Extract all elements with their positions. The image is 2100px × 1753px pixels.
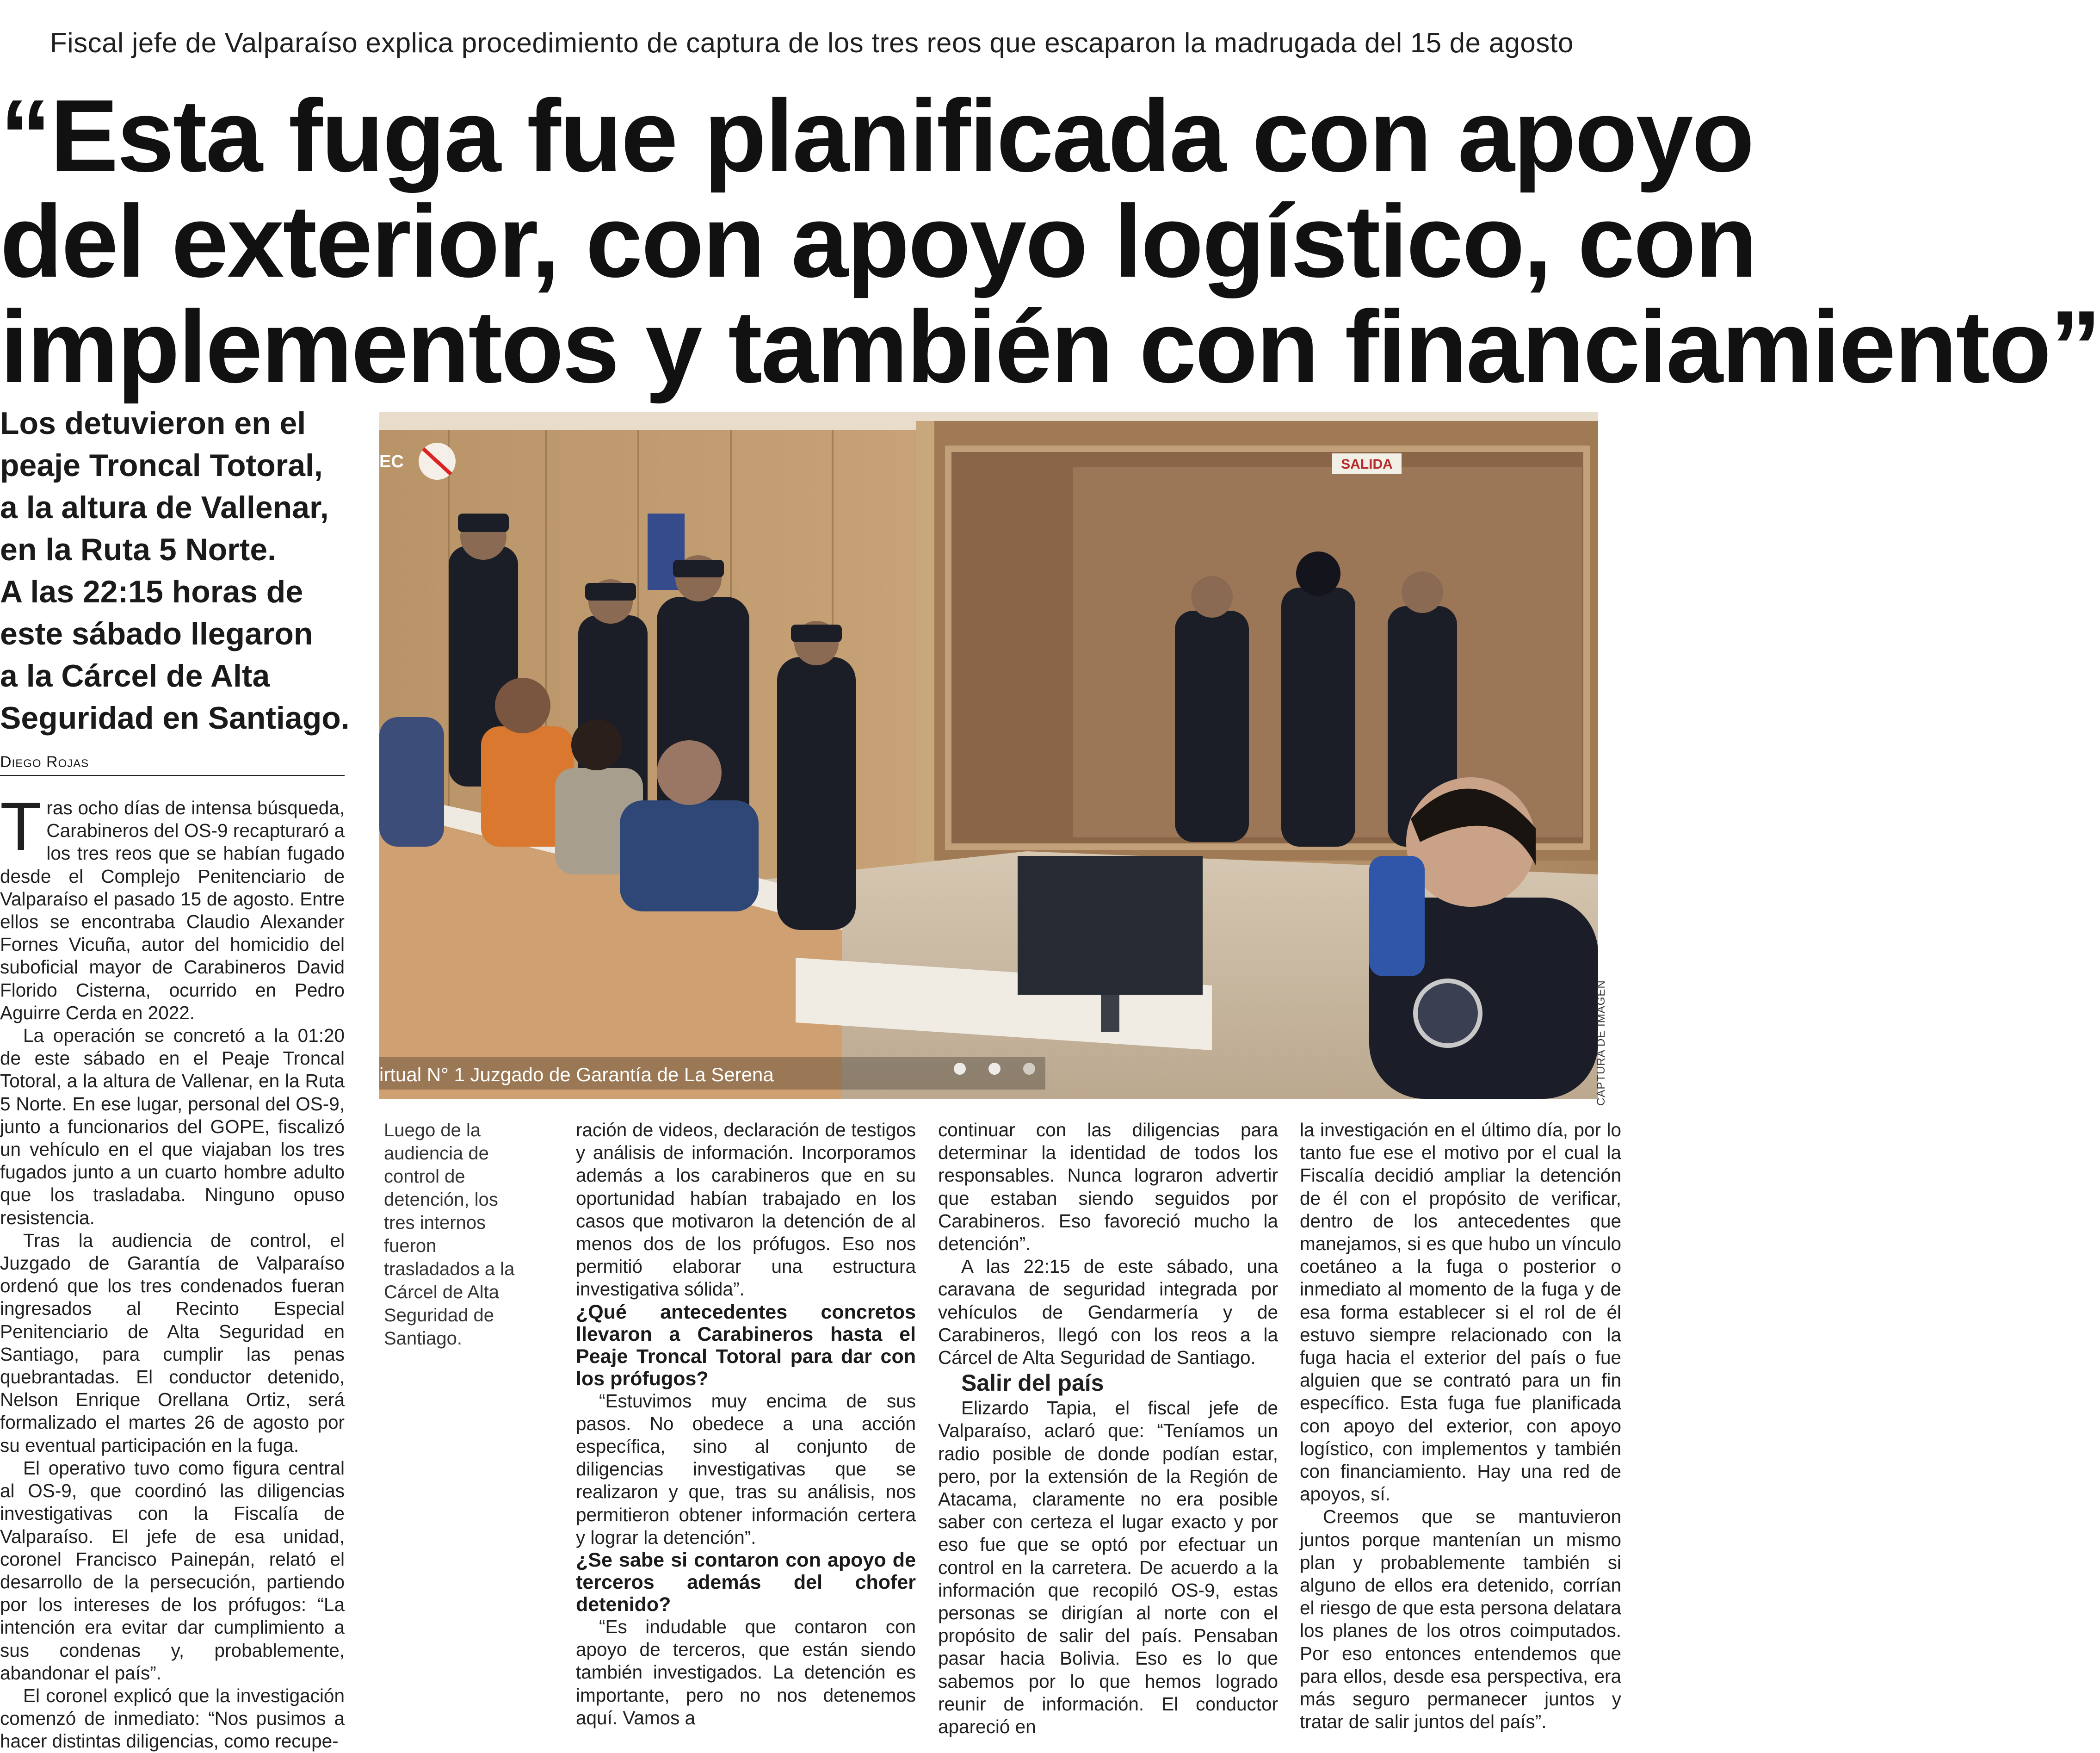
courtroom-photo bbox=[379, 412, 1598, 1099]
paragraph: Elizardo Tapia, el fiscal jefe de Valparaíso, aclaró que: “Teníamos un radio posible de donde podían estar, pero, por la extensión de la Región de Atacama, claramente no era posible saber con certeza el lugar exacto y por eso fue que se optó por efectuar un control en la carretera. De acuerdo a la información que recopiló OS-9, estas personas se dirigían al norte con el propósito de salir del país. Pensaban pasar hacia Bolivia. Eso es lo que sabemos por lo que hemos logrado reunir de información. El conductor apareció en bbox=[938, 1397, 1278, 1738]
paragraph: El coronel explicó que la investigación comenzó de inmediato: “Nos pusimos a hacer distintas diligencias, como recupe- bbox=[0, 1685, 345, 1752]
interview-question: ¿Se sabe si contaron con apoyo de terceros además del chofer detenido? bbox=[576, 1549, 916, 1616]
carousel-dot bbox=[954, 1063, 966, 1075]
headline-line: “Esta fuga fue planificada con apoyo bbox=[0, 79, 1754, 193]
lead-line: peaje Troncal Totoral, bbox=[0, 448, 323, 483]
paragraph: “Estuvimos muy encima de sus pasos. No obedece a una acción específica, sino al conjunto de diligencias investigativas que se realizaron y que, tras su análisis, nos permitieron obtener información certera y lograr la detención”. bbox=[576, 1390, 916, 1548]
lead-line: a la Cárcel de Alta bbox=[0, 658, 270, 694]
paragraph: Creemos que se mantuvieron juntos porque mantenían un mismo plan y probablemente también si alguno de ellos era detenido, corrían el riesgo de que esta persona delatara los planes de los otros coimputados. Por eso entonces entendemos que para ellos, desde esa perspectiva, era más seguro permanecer juntos y tratar de salir juntos del país”. bbox=[1300, 1506, 1621, 1733]
lead-line: A las 22:15 horas de bbox=[0, 574, 303, 609]
headline-line: del exterior, con apoyo logístico, con bbox=[0, 184, 1756, 299]
paragraph: “Es indudable que contaron con apoyo de terceros, que están siendo también investigados. La detención es importante, pero no nos detenemos aquí. Vamos a bbox=[576, 1616, 916, 1728]
paragraph: El operativo tuvo como figura central al OS-9, que coordinó las diligencias investigativas con la Fiscalía de Valparaíso. El jefe de esa unidad, coronel Francisco Painepán, relató el desarrollo de la persecución, partiendo por los intereses de los prófugos: “La intención era evitar dar cumplimiento a sus condenas y, probablemente, abandonar el país”. bbox=[0, 1457, 345, 1684]
paragraph: ración de videos, declaración de testigos y análisis de información. Incorporamos además a los carabineros que en su oportunidad habían trabajado en los casos que motivaron la detención de al menos dos de los prófugos. Eso nos permitió elaborar una estructura investigativa sólida”. bbox=[576, 1119, 916, 1300]
paragraph: Tras la audiencia de control, el Juzgado de Garantía de Valparaíso ordenó que los tres condenados fueran ingresados al Recinto Especial Penitenciario de Alta Seguridad en Santiago, para cumplir las penas quebrantadas. El conductor detenido, Nelson Enrique Orellana Ortiz, será formalizado el martes 26 de agosto por su eventual participación en la fuga. bbox=[0, 1229, 345, 1456]
section-subhead: Salir del país bbox=[961, 1370, 1104, 1396]
paragraph: Tras ocho días de intensa búsqueda, Carabineros del OS-9 recapturaró a los tres reos que se habían fugado desde el Complejo Penitenciario de Valparaíso el pasado 15 de agosto. Entre ellos se encontraba Claudio Alexander Fornes Vicuña, autor del homicidio del suboficial mayor de Carabineros David Florido Cisterna, ocurrido en Pedro Aguirre Cerda en 2022. bbox=[0, 788, 345, 1023]
lead-line: Seguridad en Santiago. bbox=[0, 700, 350, 736]
salida-sign: SALIDA bbox=[1341, 457, 1393, 472]
lead-line: en la Ruta 5 Norte. bbox=[0, 532, 277, 567]
article-photo bbox=[379, 412, 1598, 1099]
article-column-4 bbox=[1300, 1119, 1621, 1733]
lead-summary bbox=[0, 403, 352, 739]
paragraph: A las 22:15 de este sábado, una caravana de seguridad integrada por vehículos de Gendarmería y de Carabineros, llegó con los reos a la Cárcel de Alta Seguridad de Santiago. bbox=[938, 1256, 1278, 1369]
paragraph: la investigación en el último día, por lo tanto fue ese el motivo por el cual la Fiscalía decidió ampliar la detención de él con el propósito de verificar, dentro de los antecedentes que manejamos, si es que hubo un vínculo coetáneo a la fuga o posterior o inmediato al momento de la fuga y de esa forma establecer si el rol de él estuvo siempre relacionado con la fuga hacia el exterior del país o fue alguien que se contrató para un fin específico. Esta fuga fue planificada con apoyo del exterior, con apoyo logístico, con implementos y también con financiamiento. Hay una red de apoyos, sí. bbox=[1300, 1119, 1621, 1505]
lead-line: este sábado llegaron bbox=[0, 616, 313, 651]
kicker: Fiscal jefe de Valparaíso explica procedimiento de captura de los tres reos que escaparon la madrugada del 15 de agosto bbox=[50, 27, 1574, 58]
headline bbox=[0, 79, 2100, 404]
headline-line: implementos y también con financiamiento” bbox=[0, 290, 2100, 404]
video-overlay-text: irtual N° 1 Juzgado de Garantía de La Serena bbox=[379, 1064, 774, 1085]
photo-caption: Luego de la audiencia de control de detención, los tres internos fueron trasladados a la Cárcel de Alta Seguridad de Santiago. bbox=[384, 1120, 515, 1349]
article-column-1 bbox=[0, 788, 345, 1753]
lead-line: Los detuvieron en el bbox=[0, 406, 306, 441]
article-column-2 bbox=[576, 1119, 916, 1729]
interview-question: ¿Qué antecedentes concretos llevaron a Carabineros hasta el Peaje Troncal Totoral para dar con los prófugos? bbox=[576, 1301, 916, 1390]
article-column-3 bbox=[938, 1119, 1278, 1738]
rec-label: EC bbox=[379, 452, 404, 471]
carousel-dot bbox=[988, 1063, 1001, 1075]
paragraph: continuar con las diligencias para determinar la identidad de todos los responsables. Nunca lograron advertir que estaban siendo seguidos por Carabineros. Eso favoreció mucho la detención”. bbox=[938, 1119, 1278, 1255]
drop-cap: T bbox=[0, 788, 42, 865]
carousel-dot bbox=[1023, 1063, 1035, 1075]
photo-credit: CAPTURA DE IMAGEN bbox=[1595, 980, 1607, 1106]
paragraph: La operación se concretó a la 01:20 de este sábado en el Peaje Troncal Totoral, a la altura de Vallenar, en la Ruta 5 Norte. En ese lugar, personal del OS-9, junto a funcionarios del GOPE, fiscalizó un vehículo en el que viajaban los tres fugados junto a un cuarto hombre adulto que los trasladaba. Ninguno opuso resistencia. bbox=[0, 1025, 345, 1228]
byline: Diego Rojas bbox=[0, 753, 345, 776]
lead-line: a la altura de Vallenar, bbox=[0, 490, 329, 525]
